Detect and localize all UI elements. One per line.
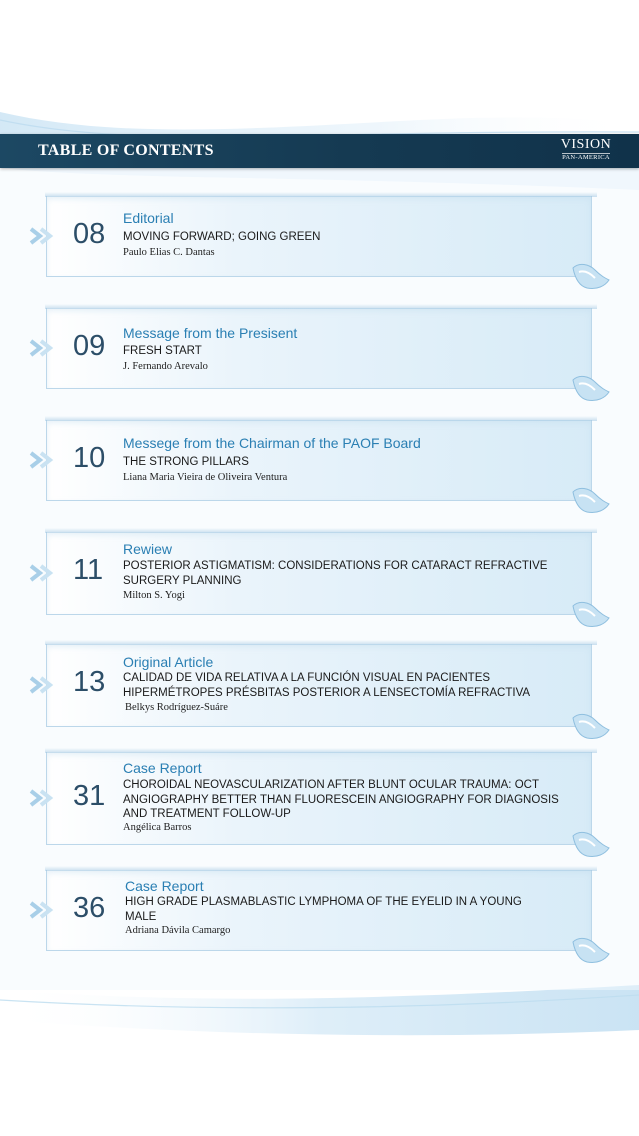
page-curl-icon [569, 826, 613, 862]
section-label: Messege from the Chairman of the PAOF Board [123, 435, 421, 451]
toc-entry[interactable] [46, 870, 592, 951]
page-curl-icon [569, 596, 613, 632]
chevron-arrow-icon [29, 337, 59, 359]
article-author: J. Fernando Arevalo [123, 361, 208, 372]
logo-subtitle: PAN-AMERICA [562, 154, 610, 161]
section-label: Rewiew [123, 541, 173, 557]
page-curl-icon [569, 370, 613, 406]
section-label: Case Report [123, 760, 202, 776]
toc-entry[interactable] [46, 308, 592, 389]
vision-pan-america-logo [560, 138, 612, 166]
chevron-arrow-icon [29, 562, 59, 584]
article-title: FRESH START [123, 345, 202, 357]
page-curl-icon [569, 482, 613, 518]
article-author: Liana Maria Vieira de Oliveira Ventura [123, 472, 288, 483]
chevron-arrow-icon [29, 899, 59, 921]
page-curl-icon [569, 708, 613, 744]
page-number: 10 [73, 442, 106, 474]
article-title: CHOROIDAL NEOVASCULARIZATION AFTER BLUNT OCULAR TRAUMA: OCT ANGIOGRAPHY BETTER THAN FLUORESCEIN ANGIOGRAPHY FOR DIAGNOSIS AND TREATMENT FOLLOW-UP [123, 779, 559, 820]
section-label: Case Report [125, 878, 204, 894]
article-author: Paulo Elias C. Dantas [123, 247, 215, 258]
page-number: 36 [73, 892, 106, 924]
toc-entry[interactable] [46, 532, 592, 615]
article-title: MOVING FORWARD; GOING GREEN [123, 231, 321, 243]
article-author: Angélica Barros [123, 822, 192, 833]
page-number: 31 [73, 780, 106, 812]
page-number: 08 [73, 218, 106, 250]
toc-entry[interactable] [46, 420, 592, 501]
article-title: HIGH GRADE PLASMABLASTIC LYMPHOMA OF THE EYELID IN A YOUNG MALE [125, 896, 522, 923]
section-label: Original Article [123, 654, 214, 670]
article-author: Adriana Dávila Camargo [125, 925, 231, 936]
logo-wordmark: VISION [560, 137, 612, 152]
chevron-arrow-icon [29, 674, 59, 696]
article-author: Belkys Rodríguez-Suáre [125, 702, 228, 713]
article-author: Milton S. Yogi [123, 590, 185, 601]
article-title: THE STRONG PILLARS [123, 456, 249, 468]
toc-entry[interactable] [46, 196, 592, 277]
page-number: 11 [73, 554, 104, 586]
page-number: 13 [73, 666, 106, 698]
toc-entry[interactable] [46, 752, 592, 845]
chevron-arrow-icon [29, 449, 59, 471]
header-bar [0, 134, 639, 168]
page-title: TABLE OF CONTENTS [38, 142, 214, 159]
chevron-arrow-icon [29, 225, 59, 247]
section-label: Message from the Presisent [123, 325, 298, 341]
article-title: POSTERIOR ASTIGMATISM: CONSIDERATIONS FOR CATARACT REFRACTIVE SURGERY PLANNING [123, 560, 548, 587]
section-label: Editorial [123, 210, 174, 226]
page-curl-icon [569, 932, 613, 968]
chevron-arrow-icon [29, 787, 59, 809]
page-number: 09 [73, 330, 106, 362]
toc-entry[interactable] [46, 644, 592, 727]
page-curl-icon [569, 258, 613, 294]
article-title: CALIDAD DE VIDA RELATIVA A LA FUNCIÓN VISUAL EN PACIENTES HIPERMÉTROPES PRÉSBITAS POSTERIOR A LENSECTOMÍA REFRACTIVA [123, 672, 531, 699]
